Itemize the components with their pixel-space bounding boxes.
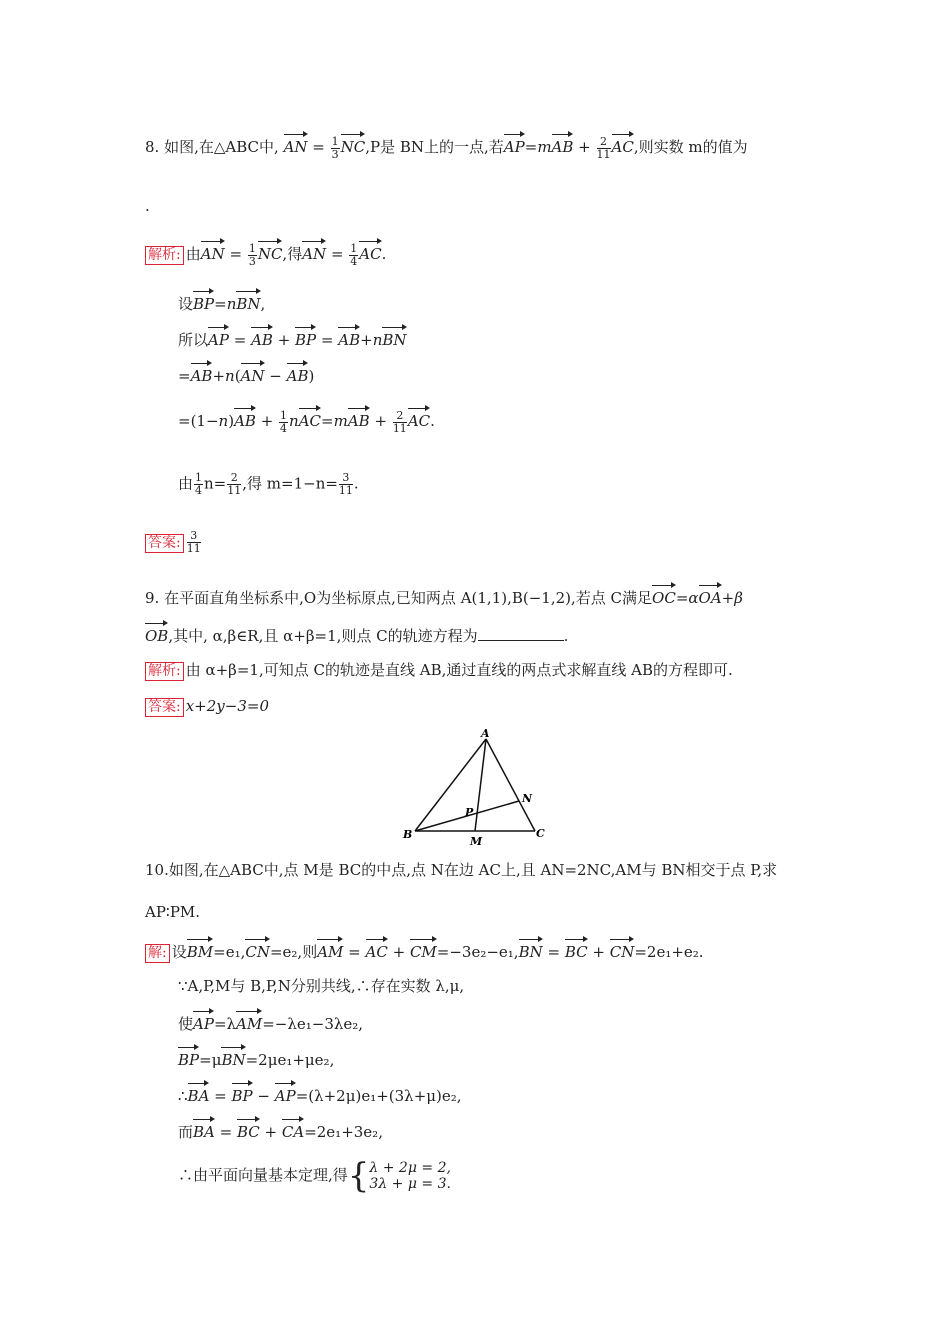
q8-solution-line6: 由 $\frac{1}{4}$ n= $\frac{2}{11}$ ,得 m=1−n= $\frac{3}{11}$ . xyxy=(178,471,359,497)
q9-solution: 解析: 由 α+β=1,可知点 C的轨迹是直线 AB,通过直线的两点式求解直线 AB的方程即可. xyxy=(145,660,733,681)
triangle-figure xyxy=(395,725,560,850)
q8-answer: 答案: $\frac{3}{11}$ xyxy=(145,530,202,555)
answer-tag: 答案: xyxy=(145,698,184,717)
q10-solution-line7: ∴由平面向量基本定理,得{ λ + 2μ = 2, 3λ + μ = 3. xyxy=(178,1156,451,1196)
side-ab xyxy=(415,739,486,831)
q8-blank-dot: . xyxy=(145,197,150,215)
q8-number: 8. xyxy=(145,138,160,156)
q9-stem-line1: 9. 在平面直角坐标系中,O为坐标原点,已知两点 A(1,1),B(−1,2),若点 C满足OC=αOA+β xyxy=(145,582,743,608)
q10-stem-line2: AP∶PM. xyxy=(145,903,201,921)
q8-solution-line3: 所以AP = AB + BP = AB+nBN xyxy=(178,324,407,350)
label-a: A xyxy=(481,727,490,740)
q10-number: 10. xyxy=(145,861,169,879)
label-p: P xyxy=(465,806,474,819)
q8-solution-line2: 设BP=nBN, xyxy=(178,288,265,314)
answer-blank xyxy=(478,626,564,641)
q9-stem-line2: OB,其中, α,β∈R,且 α+β=1,则点 C的轨迹方程为 . xyxy=(145,620,568,646)
q10-solution-line5: ∴BA = BP − AP=(λ+2μ)e₁+(3λ+μ)e₂, xyxy=(178,1080,462,1106)
solution-tag: 解: xyxy=(145,944,170,963)
solution-tag: 解析: xyxy=(145,662,184,681)
q8-stem: 8. 如图,在△ABC中, AN = $\frac{1}{3}$ NC,P是 BN上的一点,若AP=mAB + $\frac{2}{11}$ AC,则实数 m的值为 xyxy=(145,131,748,161)
label-b: B xyxy=(403,828,413,841)
q10-solution-line2: ∵A,P,M与 B,P,N分别共线,∴存在实数 λ,μ, xyxy=(178,977,465,995)
q8-solution-line4: =AB+n(AN − AB) xyxy=(178,360,314,386)
label-m: M xyxy=(470,835,483,848)
label-n: N xyxy=(522,792,533,805)
q8-solution-line5: =(1−n)AB + $\frac{1}{4}$ nAC=mAB + $\frac{2}{11}$ AC. xyxy=(178,405,435,435)
segment-am xyxy=(475,739,486,831)
q8-solution-line1: 解析: 由AN = $\frac{1}{3}$ NC,得AN = $\frac{1}{4}$ AC. xyxy=(145,238,386,268)
q10-solution-line3: 使AP=λAM=−λe₁−3λe₂, xyxy=(178,1008,363,1034)
q9-number: 9. xyxy=(145,589,160,607)
side-ac xyxy=(486,739,535,831)
q9-answer: 答案: x+2y−3=0 xyxy=(145,696,269,717)
q10-stem-line1: 10.如图,在△ABC中,点 M是 BC的中点,点 N在边 AC上,且 AN=2NC,AM与 BN相交于点 P,求 xyxy=(145,861,778,879)
q10-solution-line1: 解: 设BM=e₁,CN=e₂,则AM = AC + CM=−3e₂−e₁,BN = BC + CN=2e₁+e₂. xyxy=(145,936,704,963)
label-c: C xyxy=(536,827,545,840)
q10-solution-line4: BP=μBN=2μe₁+μe₂, xyxy=(178,1044,334,1070)
q10-solution-line6: 而BA = BC + CA=2e₁+3e₂, xyxy=(178,1116,383,1142)
answer-tag: 答案: xyxy=(145,534,184,553)
solution-tag: 解析: xyxy=(145,246,184,265)
